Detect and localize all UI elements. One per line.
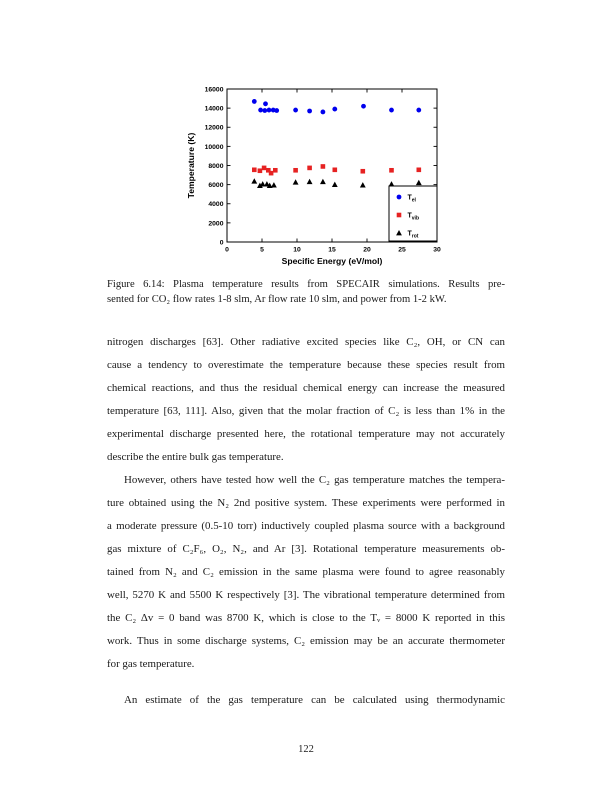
y-tick-label: 6000	[208, 182, 224, 190]
data-point	[397, 213, 402, 218]
figure-caption	[107, 277, 505, 308]
data-point	[361, 169, 366, 174]
y-tick-label: 12000	[204, 124, 224, 132]
x-tick-label: 10	[293, 246, 301, 254]
data-point	[269, 171, 274, 176]
body-line: work. Thus in some discharge systems, C₂ emission may be an accurate thermometer	[107, 635, 505, 647]
data-point	[263, 101, 268, 106]
y-tick-label: 0	[219, 239, 224, 247]
y-tick-label: 8000	[208, 162, 224, 170]
body-line: ture obtained using the N₂ 2nd positive system. These experiments were performed in	[107, 497, 505, 509]
data-point	[252, 99, 257, 104]
y-tick-label: 14000	[204, 105, 224, 113]
data-point	[321, 164, 326, 169]
data-point	[333, 168, 338, 173]
data-point	[274, 108, 279, 113]
body-line: experimental discharge presented here, the rotational temperature may not accurately	[107, 428, 505, 440]
body-line: for gas temperature.	[107, 658, 195, 670]
data-point	[417, 168, 422, 173]
x-tick-label: 25	[398, 246, 406, 254]
legend-label: $T_{vib}$	[407, 212, 420, 222]
data-point	[262, 108, 267, 113]
data-point	[273, 168, 278, 173]
data-point	[389, 168, 394, 173]
figure-caption-line: sented for CO₂ flow rates 1-8 slm, Ar flow rate 10 slm, and power from 1-2 kW.	[107, 294, 447, 306]
data-point	[397, 195, 402, 200]
x-tick-label: 5	[260, 246, 264, 254]
paragraph	[107, 689, 505, 712]
body-line: nitrogen discharges [63]. Other radiative excited species like C₂, OH, or CN can	[107, 336, 505, 348]
x-tick-label: 20	[363, 246, 371, 254]
data-point	[267, 108, 272, 113]
figure-chart	[185, 79, 463, 276]
data-point	[293, 168, 298, 173]
data-point	[389, 108, 394, 113]
data-point	[332, 107, 337, 112]
body-text	[107, 331, 505, 712]
data-point	[252, 168, 257, 173]
legend	[389, 186, 437, 241]
body-line: cause a tendency to overestimate the temperature because these species result from	[107, 359, 505, 371]
body-line: gas mixture of C₂F₆, O₂, N₂, and Ar [3]. Rotational temperature measurements ob-	[107, 543, 505, 555]
y-tick-label: 4000	[208, 201, 224, 209]
body-line: a moderate pressure (0.5-10 torr) inductively coupled plasma source with a background	[107, 520, 505, 532]
figure-caption-line: Figure 6.14: Plasma temperature results from SPECAIR simulations. Results pre-	[107, 279, 505, 290]
data-point	[416, 108, 421, 113]
x-axis-label: Specific Energy (eV/mol)	[281, 256, 383, 266]
paragraph	[107, 331, 505, 469]
body-line: temperature [63, 111]. Also, given that the molar fraction of C₂ is less than 1% in the	[107, 405, 505, 417]
data-point	[307, 166, 312, 171]
data-point	[321, 110, 326, 115]
x-tick-label: 15	[328, 246, 336, 254]
data-point	[293, 108, 298, 113]
paragraph	[107, 469, 505, 676]
data-point	[258, 168, 263, 173]
page-number: 122	[298, 744, 314, 755]
y-axis-label: Temperature (K)	[186, 132, 196, 199]
y-tick-label: 16000	[204, 86, 224, 94]
body-line: the C₂ Δv = 0 band was 8700 K, which is close to the Tᵥ = 8000 K reported in this	[107, 612, 505, 624]
body-line: tained from N₂ and C₂ emission in the same plasma were found to agree reasonably	[107, 566, 505, 578]
body-line: describe the entire bulk gas temperature.	[107, 451, 284, 463]
data-point	[307, 109, 312, 114]
body-line: well, 5270 K and 5500 K respectively [3]. The vibrational temperature determined from	[107, 589, 505, 601]
data-point	[258, 108, 263, 113]
y-tick-label: 10000	[204, 143, 224, 151]
legend-label: $T_{rot}$	[407, 230, 419, 240]
body-line: chemical reactions, and thus the residual chemical energy can increase the measured	[107, 382, 505, 394]
legend-label: $T_{el}$	[407, 194, 416, 204]
data-point	[361, 104, 366, 109]
x-tick-label: 0	[225, 246, 229, 254]
y-tick-label: 2000	[208, 220, 224, 228]
data-point	[262, 166, 267, 171]
x-tick-label: 30	[433, 246, 441, 254]
body-line: An estimate of the gas temperature can be calculated using thermodynamic	[124, 694, 505, 706]
body-line: However, others have tested how well the C₂ gas temperature matches the tempera-	[124, 474, 505, 486]
